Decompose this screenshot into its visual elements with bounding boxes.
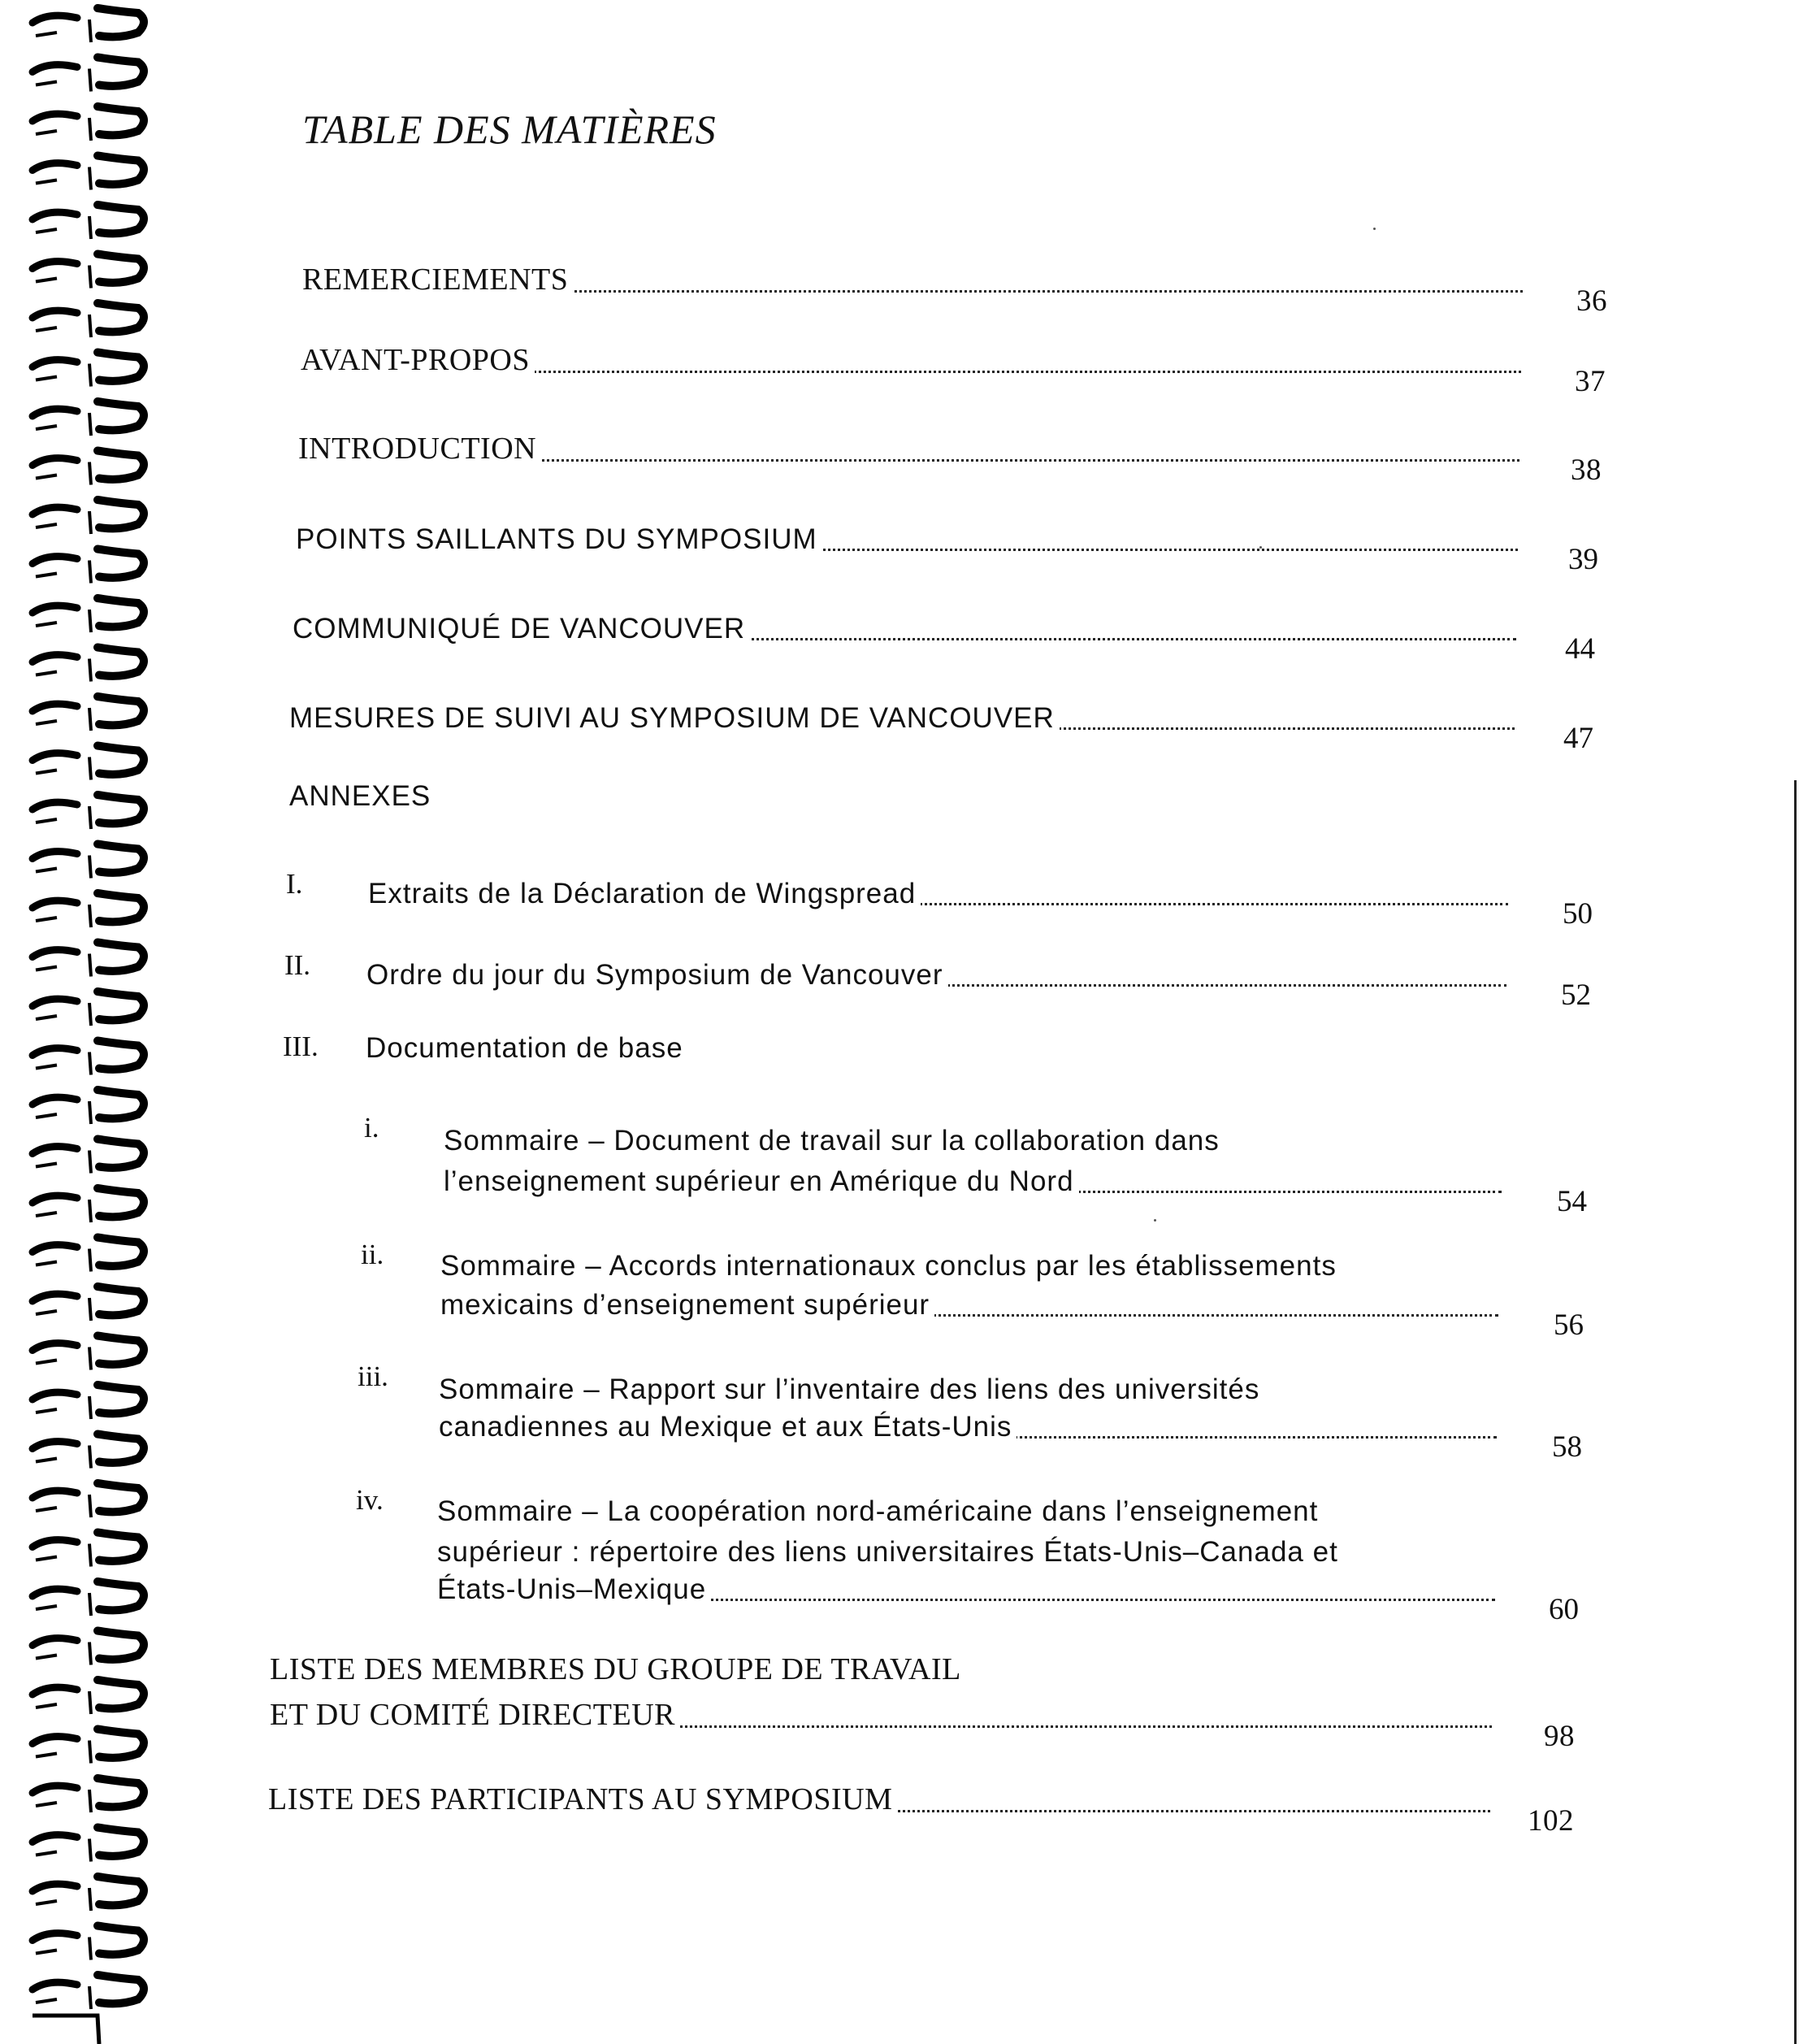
subitem-entry-cooperation [437, 1562, 1579, 1626]
list-entry-membres [270, 1689, 1575, 1753]
annex-number: II. [284, 949, 311, 981]
subitem-number: ii. [361, 1239, 384, 1270]
spiral-binding [0, 0, 179, 2044]
toc-entry-introduction [298, 423, 1602, 487]
subitem-number: iii. [358, 1360, 388, 1392]
toc-label: Extraits de la Déclaration de Wingspread [368, 878, 921, 910]
annex-label-documentation: Documentation de base [366, 1032, 683, 1064]
list-line: LISTE DES MEMBRES DU GROUPE DE TRAVAIL [270, 1652, 961, 1686]
subitem-line: Sommaire – Rapport sur l’inventaire des liens des universités [439, 1374, 1260, 1405]
toc-label: ET DU COMITÉ DIRECTEUR [270, 1697, 680, 1733]
toc-entry-avant-propos [301, 334, 1606, 398]
toc-entry-points-saillants [296, 512, 1598, 576]
toc-label: AVANT-PROPOS [301, 342, 535, 378]
toc-label: POINTS SAILLANTS DU SYMPOSIUM [296, 523, 822, 556]
subitem-entry-accords [440, 1278, 1584, 1342]
subitem-line: Sommaire – La coopération nord-américaine dans l’enseignement [437, 1495, 1319, 1527]
toc-entry-remerciements [302, 254, 1607, 318]
speck [1373, 228, 1376, 230]
page-number: 60 [1549, 1593, 1579, 1626]
page-number: 102 [1528, 1804, 1574, 1838]
annex-entry-wingspread [368, 866, 1593, 931]
subitem-line: Sommaire – Document de travail sur la collaboration dans [444, 1125, 1220, 1157]
page-number: 54 [1557, 1185, 1587, 1218]
toc-label: LISTE DES PARTICIPANTS AU SYMPOSIUM [268, 1781, 897, 1817]
page-number: 47 [1563, 722, 1593, 755]
toc-label: l’enseignement supérieur en Amérique du Nord [444, 1165, 1079, 1198]
toc-label: COMMUNIQUÉ DE VANCOUVER [293, 613, 750, 645]
toc-label: canadiennes au Mexique et aux États-Unis [439, 1411, 1017, 1443]
toc-label: États-Unis–Mexique [437, 1573, 711, 1606]
speck [1154, 1219, 1156, 1222]
toc-entry-communique [293, 601, 1595, 666]
page-title: TABLE DES MATIÈRES [302, 106, 717, 152]
toc-label: mexicains d’enseignement supérieur [440, 1289, 934, 1321]
annexes-heading: ANNEXES [289, 780, 431, 812]
page-number: 39 [1568, 543, 1598, 576]
page-number: 56 [1554, 1308, 1584, 1342]
annex-number: III. [283, 1031, 319, 1062]
toc-label: MESURES DE SUIVI AU SYMPOSIUM DE VANCOUVER [289, 702, 1060, 735]
page-number: 98 [1544, 1720, 1575, 1753]
page-edge [1794, 780, 1797, 2044]
page-number: 58 [1552, 1430, 1582, 1464]
toc-entry-mesures-de-suivi [289, 691, 1593, 755]
page-number: 38 [1571, 453, 1602, 487]
subitem-entry-inventaire [439, 1400, 1582, 1464]
subitem-line: supérieur : répertoire des liens universitaires États-Unis–Canada et [437, 1536, 1338, 1568]
page-number: 37 [1575, 365, 1606, 398]
page-number: 36 [1576, 284, 1607, 318]
subitem-line: Sommaire – Accords internationaux conclus par les établissements [440, 1250, 1337, 1282]
annex-entry-ordre-du-jour [366, 948, 1591, 1012]
toc-label: INTRODUCTION [298, 431, 541, 467]
subitem-number: i. [364, 1112, 379, 1144]
toc-label: REMERCIEMENTS [302, 262, 573, 297]
page-number: 52 [1561, 979, 1591, 1012]
page-number: 50 [1563, 897, 1593, 931]
toc-label: Ordre du jour du Symposium de Vancouver [366, 959, 948, 992]
subitem-entry-collaboration [444, 1154, 1587, 1218]
list-entry-participants [268, 1773, 1574, 1838]
annex-number: I. [286, 868, 303, 900]
subitem-number: iv. [356, 1484, 384, 1516]
page-number: 44 [1565, 632, 1595, 666]
